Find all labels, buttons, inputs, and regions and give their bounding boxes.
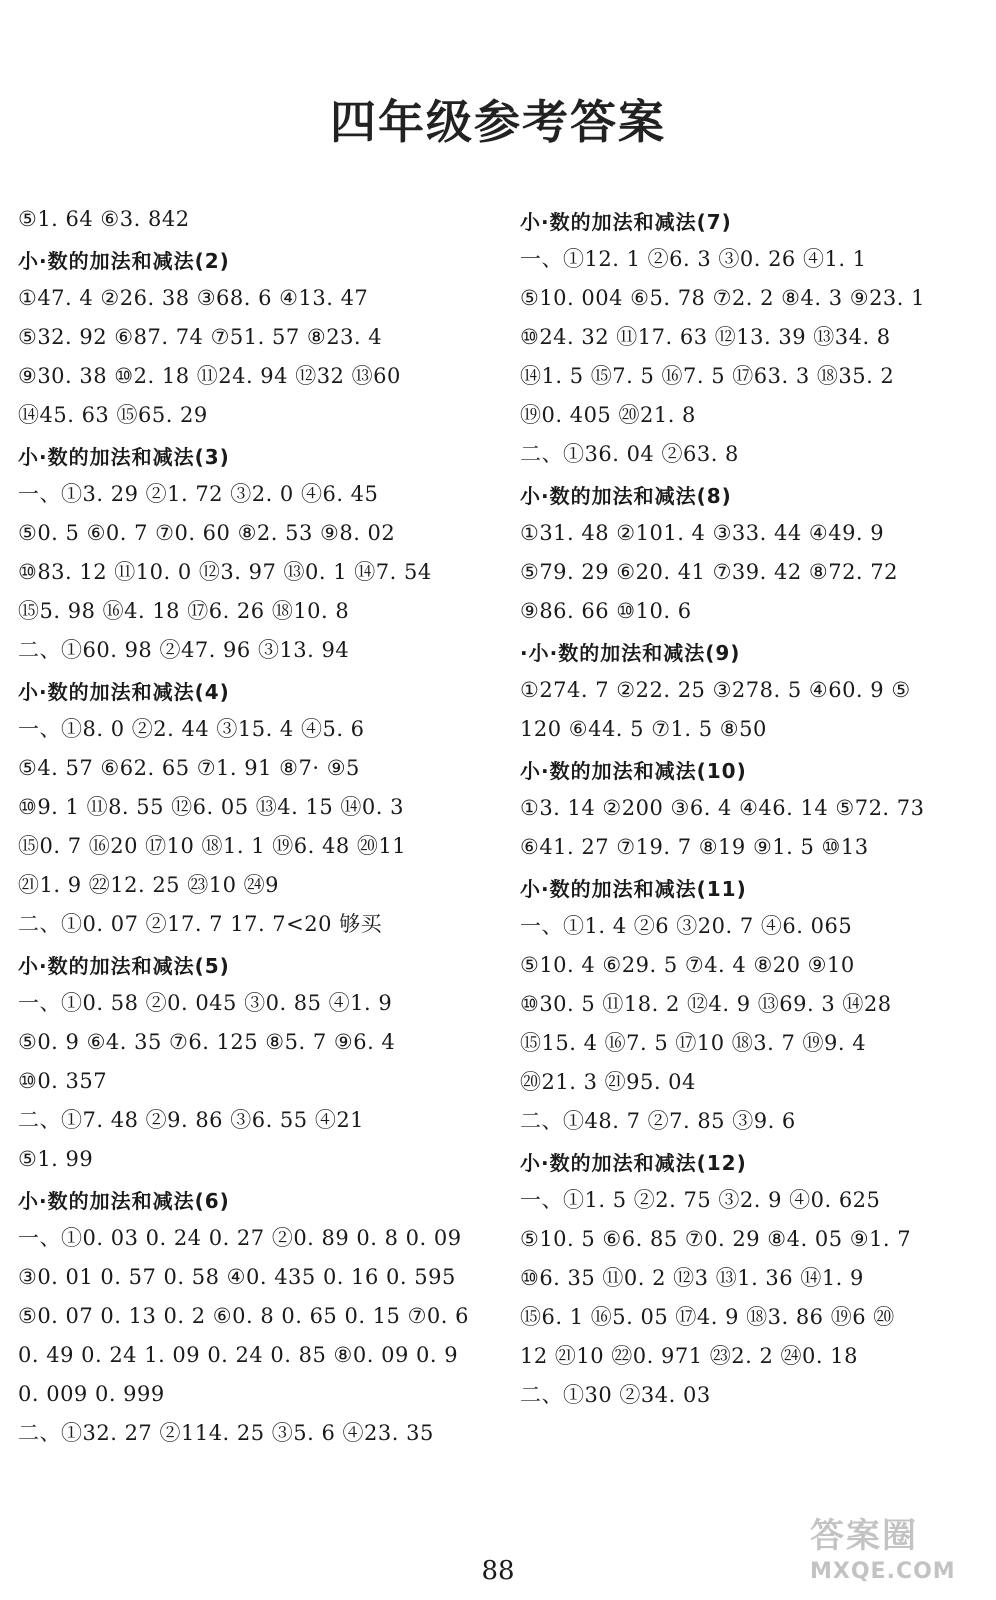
answer-line: 一、①0. 58 ②0. 045 ③0. 85 ④1. 9 [18,991,393,1015]
answer-line: 一、①8. 0 ②2. 44 ③15. 4 ④5. 6 [18,717,365,741]
answer-line: ⑤4. 57 ⑥62. 65 ⑦1. 91 ⑧7· ⑨5 [18,756,360,780]
answer-line: ⑤0. 9 ⑥4. 35 ⑦6. 125 ⑧5. 7 ⑨6. 4 [18,1030,396,1054]
watermark-logo [810,1508,986,1596]
answer-line: 一、①1. 5 ②2. 75 ③2. 9 ④0. 625 [520,1188,881,1212]
answer-line: ⑮6. 1 ⑯5. 05 ⑰4. 9 ⑱3. 86 ⑲6 ⑳ [520,1305,895,1329]
answer-line: ㉑1. 9 ㉒12. 25 ㉓10 ㉔9 [18,873,279,897]
section-heading: 小·数的加法和减法(5) [18,954,230,978]
answer-line: ⑤10. 5 ⑥6. 85 ⑦0. 29 ⑧4. 05 ⑨1. 7 [520,1227,912,1251]
answer-line: 二、①0. 07 ②17. 7 17. 7<20 够买 [18,912,383,936]
section-heading: 小·数的加法和减法(8) [520,484,732,508]
section-heading: 小·数的加法和减法(12) [520,1151,747,1175]
answer-line: ⑭1. 5 ⑮7. 5 ⑯7. 5 ⑰63. 3 ⑱35. 2 [520,364,895,388]
answer-line: 二、①48. 7 ②7. 85 ③9. 6 [520,1109,796,1133]
answer-line: ⑳21. 3 ㉑95. 04 [520,1070,696,1094]
answer-line: ⑨30. 38 ⑩2. 18 ⑪24. 94 ⑫32 ⑬60 [18,364,401,388]
answer-line: 0. 49 0. 24 1. 09 0. 24 0. 85 ⑧0. 09 0. 9 [18,1343,459,1367]
answer-line: ⑩6. 35 ⑪0. 2 ⑫3 ⑬1. 36 ⑭1. 9 [520,1266,864,1290]
answer-line: ⑤1. 64 ⑥3. 842 [18,207,190,231]
answer-line: ⑤1. 99 [18,1147,94,1171]
answer-line: 一、①0. 03 0. 24 0. 27 ②0. 89 0. 8 0. 09 [18,1226,462,1250]
answer-line: ⑤10. 004 ⑥5. 78 ⑦2. 2 ⑧4. 3 ⑨23. 1 [520,286,925,310]
section-heading: 小·数的加法和减法(3) [18,445,230,469]
answer-line: ⑩30. 5 ⑪18. 2 ⑫4. 9 ⑬69. 3 ⑭28 [520,992,892,1016]
answer-line: ⑩24. 32 ⑪17. 63 ⑫13. 39 ⑬34. 8 [520,325,891,349]
watermark-bottom-text: MXQE.COM [810,1559,956,1584]
answer-line: ③0. 01 0. 57 0. 58 ④0. 435 0. 16 0. 595 [18,1265,456,1289]
section-heading: 小·数的加法和减法(10) [520,759,747,783]
answer-line: ⑩9. 1 ⑪8. 55 ⑫6. 05 ⑬4. 15 ⑭0. 3 [18,795,404,819]
section-heading: ·小·数的加法和减法(9) [520,641,741,665]
answer-line: 一、①1. 4 ②6 ③20. 7 ④6. 065 [520,914,853,938]
answer-line: 二、①7. 48 ②9. 86 ③6. 55 ④21 [18,1108,365,1132]
answer-line: ⑤79. 29 ⑥20. 41 ⑦39. 42 ⑧72. 72 [520,560,899,584]
answer-line: ⑭45. 63 ⑮65. 29 [18,403,208,427]
answer-line: ①274. 7 ②22. 25 ③278. 5 ④60. 9 ⑤ [520,678,911,702]
answer-line: 二、①36. 04 ②63. 8 [520,442,739,466]
answer-line: 120 ⑥44. 5 ⑦1. 5 ⑧50 [520,717,767,741]
right-answer-column [520,200,985,1415]
section-heading: 小·数的加法和减法(2) [18,249,230,273]
section-heading: 小·数的加法和减法(4) [18,680,230,704]
answer-line: ①47. 4 ②26. 38 ③68. 6 ④13. 47 [18,286,369,310]
answer-line: ⑩0. 357 [18,1069,108,1093]
answer-line: ⑥41. 27 ⑦19. 7 ⑧19 ⑨1. 5 ⑩13 [520,835,869,859]
section-heading: 小·数的加法和减法(6) [18,1189,230,1213]
answer-line: ⑲0. 405 ⑳21. 8 [520,403,696,427]
answer-line: 二、①32. 27 ②114. 25 ③5. 6 ④23. 35 [18,1421,434,1445]
answer-line: 12 ㉑10 ㉒0. 971 ㉓2. 2 ㉔0. 18 [520,1344,858,1368]
answer-line: ⑤32. 92 ⑥87. 74 ⑦51. 57 ⑧23. 4 [18,325,383,349]
answer-line: ⑮15. 4 ⑯7. 5 ⑰10 ⑱3. 7 ⑲9. 4 [520,1031,867,1055]
answer-line: 二、①60. 98 ②47. 96 ③13. 94 [18,638,350,662]
answer-line: ⑤10. 4 ⑥29. 5 ⑦4. 4 ⑧20 ⑨10 [520,953,855,977]
answer-line: ⑮5. 98 ⑯4. 18 ⑰6. 26 ⑱10. 8 [18,599,350,623]
section-heading: 小·数的加法和减法(11) [520,877,747,901]
page-title: 四年级参考答案 [330,95,666,149]
answer-line: ①3. 14 ②200 ③6. 4 ④46. 14 ⑤72. 73 [520,796,925,820]
answer-line: ①31. 48 ②101. 4 ③33. 44 ④49. 9 [520,521,885,545]
page-number: 88 [481,1556,515,1586]
watermark-top-text: 答案圈 [810,1516,918,1556]
answer-line: ⑨86. 66 ⑩10. 6 [520,599,692,623]
answer-line: 一、①12. 1 ②6. 3 ③0. 26 ④1. 1 [520,247,867,271]
answer-line: ⑤0. 07 0. 13 0. 2 ⑥0. 8 0. 65 0. 15 ⑦0. 6 [18,1304,469,1328]
left-answer-column [18,200,478,1453]
answer-line: ⑩83. 12 ⑪10. 0 ⑫3. 97 ⑬0. 1 ⑭7. 54 [18,560,432,584]
answer-line: ⑮0. 7 ⑯20 ⑰10 ⑱1. 1 ⑲6. 48 ⑳11 [18,834,407,858]
answer-line: ⑤0. 5 ⑥0. 7 ⑦0. 60 ⑧2. 53 ⑨8. 02 [18,521,396,545]
answer-line: 一、①3. 29 ②1. 72 ③2. 0 ④6. 45 [18,482,379,506]
section-heading: 小·数的加法和减法(7) [520,210,732,234]
answer-line: 0. 009 0. 999 [18,1382,165,1406]
answer-line: 二、①30 ②34. 03 [520,1383,711,1407]
